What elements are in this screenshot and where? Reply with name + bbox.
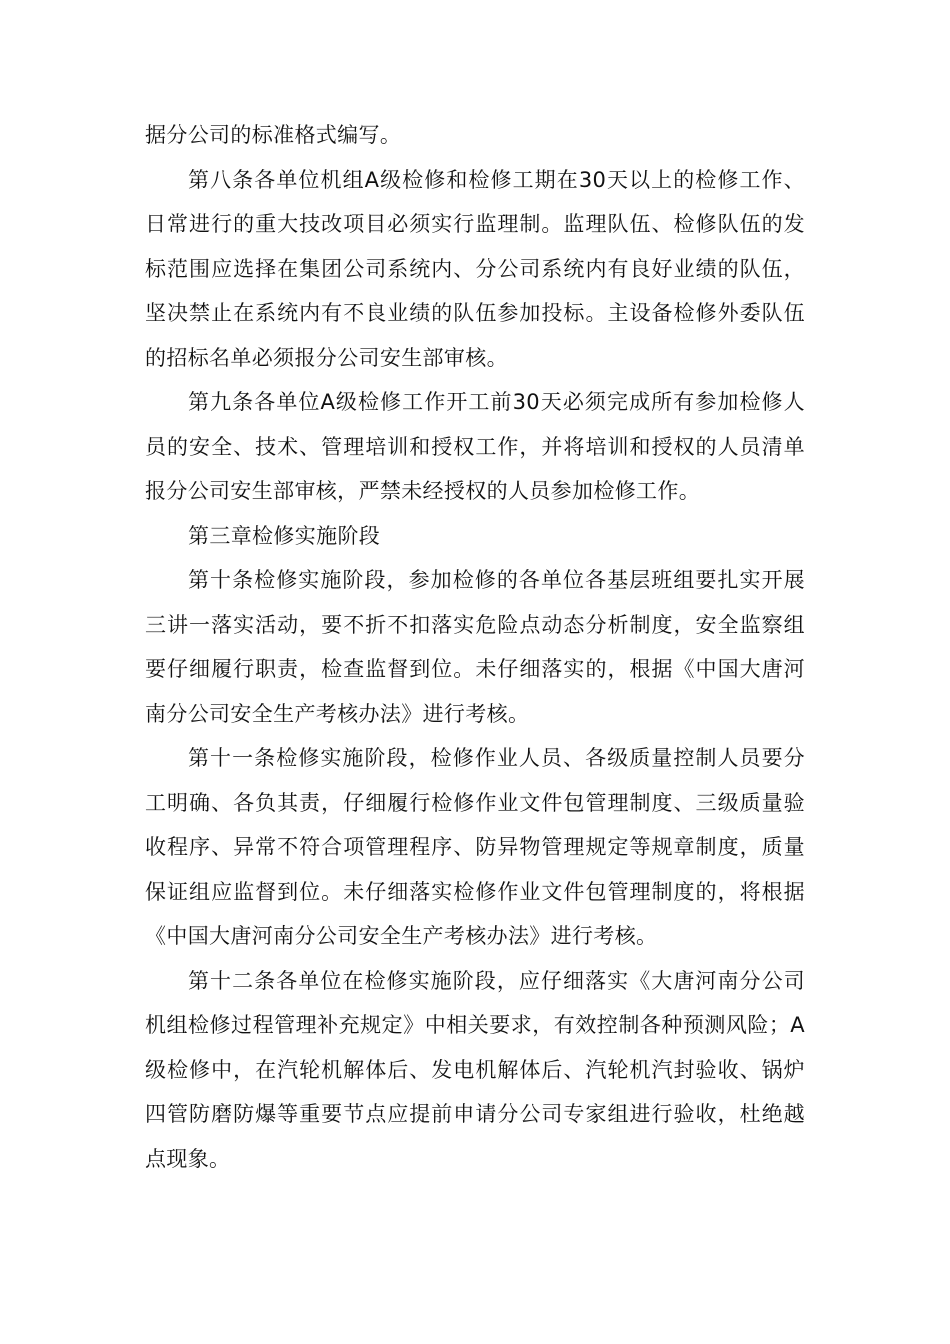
- paragraph-article-10: 第十条检修实施阶段，参加检修的各单位各基层班组要扎实开展三讲一落实活动，要不折不扣落实危险点动态分析制度，安全监察组要仔细履行职责，检查监督到位。未仔细落实的，根据《中国大唐河南分公司安全生产考核办法》进行考核。: [145, 568, 805, 726]
- paragraph-continuation: 据分公司的标准格式编写。: [145, 123, 402, 147]
- paragraph-article-9: 第九条各单位A级检修工作开工前30天必须完成所有参加检修人员的安全、技术、管理培训和授权工作，并将培训和授权的人员清单报分公司安生部审核，严禁未经授权的人员参加检修工作。: [145, 390, 805, 503]
- paragraph-article-12: 第十二条各单位在检修实施阶段，应仔细落实《大唐河南分公司机组检修过程管理补充规定》中相关要求，有效控制各种预测风险；A级检修中，在汽轮机解体后、发电机解体后、汽轮机汽封验收、锅炉四管防磨防爆等重要节点应提前申请分公司专家组进行验收，杜绝越点现象。: [145, 968, 805, 1171]
- paragraph-article-8: 第八条各单位机组A级检修和检修工期在30天以上的检修工作、日常进行的重大技改项目必须实行监理制。监理队伍、检修队伍的发标范围应选择在集团公司系统内、分公司系统内有良好业绩的队伍，坚决禁止在系统内有不良业绩的队伍参加投标。主设备检修外委队伍的招标名单必须报分公司安生部审核。: [145, 167, 805, 370]
- paragraph-article-11: 第十一条检修实施阶段，检修作业人员、各级质量控制人员要分工明确、各负其责，仔细履行检修作业文件包管理制度、三级质量验收程序、异常不符合项管理程序、防异物管理规定等规章制度，质量保证组应监督到位。未仔细落实检修作业文件包管理制度的，将根据《中国大唐河南分公司安全生产考核办法》进行考核。: [145, 746, 805, 948]
- document-body: [145, 113, 805, 1181]
- chapter-heading: 第三章检修实施阶段: [188, 523, 381, 548]
